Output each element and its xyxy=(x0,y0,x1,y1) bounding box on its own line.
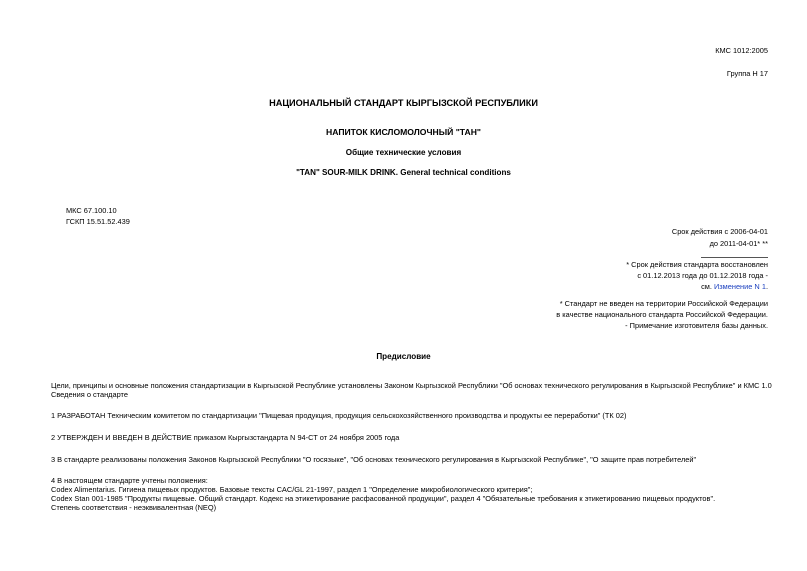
foreword-intro xyxy=(51,382,772,400)
rf-note-line1: * Стандарт не введен на территории Российской Федерации xyxy=(559,299,768,308)
foreword-item-3: 3 В стандарте реализованы положения Законов Кыргызской Республики "О госязыке", "Об основах технического регулирования в Кыргызской Республике", "О защите прав потребителей" xyxy=(51,455,697,464)
foreword-intro-line1: Цели, принципы и основные положения стандартизации в Кыргызской Республике установлены Законом Кыргызской Республики "Об основах технического регулирования в Кыргызской Республике" и КМС 1.0 xyxy=(51,381,772,390)
english-title: "TAN" SOUR-MILK DRINK. General technical conditions xyxy=(296,168,511,177)
foreword-item-4-line3: Codex Stan 001-1985 "Продукты пищевые. Общий стандарт. Кодекс на этикетирование расфасованной продукции", раздел 4 "Обязательные требования к этикетированию пищевых продуктов". xyxy=(51,493,716,503)
validity-start: Срок действия с 2006-04-01 xyxy=(671,227,768,236)
rf-note-line3: - Примечание изготовителя базы данных. xyxy=(625,321,768,330)
foreword-item-1: 1 РАЗРАБОТАН Техническим комитетом по стандартизации "Пищевая продукция, продукция сельскохозяйственного производства и продукты ее переработки" (ТК 02) xyxy=(51,411,627,420)
foreword-heading: Предисловие xyxy=(376,352,431,361)
group-code: Группа Н 17 xyxy=(726,69,768,78)
mks-code: МКС 67.100.10 xyxy=(66,206,117,215)
foreword-item-4-line2: Codex Alimentarius. Гигиена пищевых продуктов. Базовые тексты CAC/GL 21-1997, раздел 1 "Определение микробиологического критерия"; xyxy=(51,484,533,494)
foreword-item-4-line1: 4 В настоящем стандарте учтены положения: xyxy=(51,476,208,485)
rf-note-line2: в качестве национального стандарта Российской Федерации. xyxy=(556,310,768,319)
national-standard-title: НАЦИОНАЛЬНЫЙ СТАНДАРТ КЫРГЫЗСКОЙ РЕСПУБЛИКИ xyxy=(269,98,538,108)
restored-note-suffix: . xyxy=(765,282,768,291)
document-code: КМС 1012:2005 xyxy=(715,46,768,55)
restored-note-prefix: см. xyxy=(701,282,714,291)
subtitle: Общие технические условия xyxy=(345,148,462,157)
standard-info-label: Сведения о стандарте xyxy=(51,389,128,399)
restored-note-line3 xyxy=(701,283,768,292)
amendment-link[interactable]: Изменение N 1 xyxy=(713,282,766,291)
note-divider xyxy=(701,257,768,258)
restored-note-line2: с 01.12.2013 года до 01.12.2018 года - xyxy=(637,271,768,280)
restored-note-line1: * Срок действия стандарта восстановлен xyxy=(626,260,768,269)
product-title: НАПИТОК КИСЛОМОЛОЧНЫЙ "ТАН" xyxy=(326,127,481,137)
gskp-code: ГСКП 15.51.52.439 xyxy=(66,217,130,226)
foreword-item-4 xyxy=(51,477,715,513)
validity-end: до 2011-04-01* ** xyxy=(709,239,768,248)
foreword-item-2: 2 УТВЕРЖДЕН И ВВЕДЕН В ДЕЙСТВИЕ приказом Кыргызстандарта N 94-СТ от 24 ноября 2005 года xyxy=(51,433,400,442)
foreword-item-4-line4: Степень соответствия - неэквивалентная (NEQ) xyxy=(51,502,217,512)
